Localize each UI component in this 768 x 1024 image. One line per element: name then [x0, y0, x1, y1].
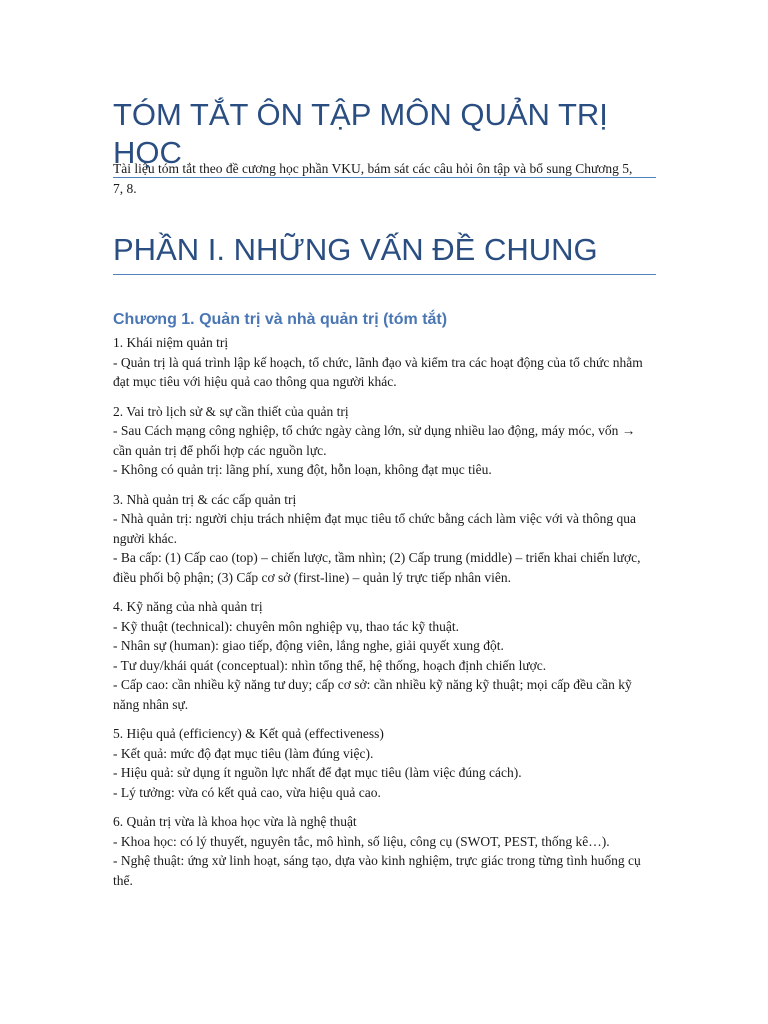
section-line: - Nghệ thuật: ứng xử linh hoạt, sáng tạo, dựa vào kinh nghiệm, trực giác trong từng tình huống cụ thể. [113, 853, 641, 888]
section-line: - Tư duy/khái quát (conceptual): nhìn tổng thể, hệ thống, hoạch định chiến lược. [113, 657, 547, 673]
section-line: - Hiệu quả: sử dụng ít nguồn lực nhất để đạt mục tiêu (làm việc đúng cách). [113, 765, 522, 780]
section-line: - Nhân sự (human): giao tiếp, động viên, lắng nghe, giải quyết xung đột. [113, 638, 504, 653]
section [113, 812, 648, 890]
section [113, 402, 648, 480]
section-heading: 5. Hiệu quả (efficiency) & Kết quả (effectiveness) [113, 726, 384, 741]
section-heading: 6. Quản trị vừa là khoa học vừa là nghệ thuật [113, 814, 357, 829]
section [113, 597, 648, 714]
section-line: - Sau Cách mạng công nghiệp, tổ chức ngày càng lớn, sử dụng nhiều lao động, máy móc, vốn → cần quản trị để phối hợp các nguồn lực. [113, 423, 636, 458]
section-line: - Cấp cao: cần nhiều kỹ năng tư duy; cấp cơ sở: cần nhiều kỹ năng kỹ thuật; mọi cấp đều cần kỹ năng nhân sự. [113, 677, 632, 712]
section-line: - Kết quả: mức độ đạt mục tiêu (làm đúng việc). [113, 745, 374, 761]
chapter-content [113, 333, 648, 900]
intro-paragraph: Tài liệu tóm tắt theo đề cương học phần VKU, bám sát các câu hỏi ôn tập và bổ sung Chương 5, 7, 8. [113, 161, 633, 196]
section-heading: 2. Vai trò lịch sử & sự cần thiết của quản trị [113, 403, 349, 419]
section [113, 490, 648, 588]
section-heading: 4. Kỹ năng của nhà quản trị [113, 599, 263, 614]
chapter-title: Chương 1. Quản trị và nhà quản trị (tóm tắt) [113, 311, 448, 328]
section-line: - Ba cấp: (1) Cấp cao (top) – chiến lược, tầm nhìn; (2) Cấp trung (middle) – triển khai chiến lược, điều phối bộ phận; (3) Cấp cơ sở (first-line) – quản lý trực tiếp nhân viên. [113, 550, 641, 585]
part-title: PHẦN I. NHỮNG VẤN ĐỀ CHUNG [113, 231, 656, 275]
section-line: - Khoa học: có lý thuyết, nguyên tắc, mô hình, số liệu, công cụ (SWOT, PEST, thống kê…). [113, 833, 610, 849]
document-title: TÓM TẮT ÔN TẬP MÔN QUẢN TRỊ HỌC [113, 96, 656, 178]
section-line: - Quản trị là quá trình lập kế hoạch, tổ chức, lãnh đạo và kiểm tra các hoạt động của tổ chức nhằm đạt mục tiêu với hiệu quả cao thông qua người khác. [113, 354, 643, 389]
section-heading: 1. Khái niệm quản trị [113, 335, 229, 350]
section [113, 724, 648, 802]
section-heading: 3. Nhà quản trị & các cấp quản trị [113, 491, 297, 507]
section-line: - Lý tưởng: vừa có kết quả cao, vừa hiệu quả cao. [113, 784, 381, 800]
section-line: - Kỹ thuật (technical): chuyên môn nghiệp vụ, thao tác kỹ thuật. [113, 618, 460, 634]
section-line: - Nhà quản trị: người chịu trách nhiệm đạt mục tiêu tổ chức bằng cách làm việc với và thông qua người khác. [113, 511, 636, 546]
section [113, 333, 648, 392]
section-line: - Không có quản trị: lãng phí, xung đột, hỗn loạn, không đạt mục tiêu. [113, 462, 492, 477]
